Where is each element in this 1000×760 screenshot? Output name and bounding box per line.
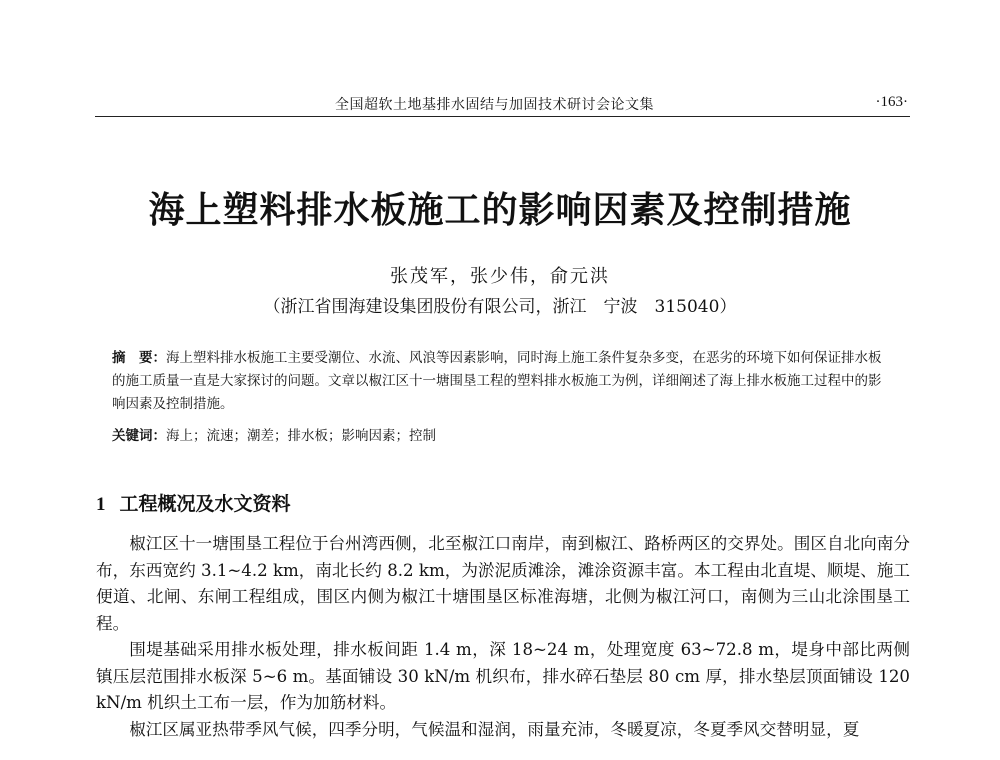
journal-title: 全国超软土地基排水固结与加固技术研讨会论文集 bbox=[335, 97, 654, 113]
page-number: ·163· bbox=[875, 94, 908, 110]
paragraph: 椒江区十一塘围垦工程位于台州湾西侧，北至椒江口南岸，南到椒江、路桥两区的交界处。围区自北向南分布，东西宽约 3.1~4.2 km，南北长约 8.2 km，为淤泥质滩涂，滩涂资源丰富。本工程由北直堤、顺堤、施工便道、北闸、东闸工程组成，围区内侧为椒江十塘围垦区标准海塘，北侧为椒江河口，南侧为三山北涂围垦工程。 bbox=[96, 534, 910, 633]
body-text bbox=[96, 531, 910, 743]
abstract bbox=[112, 347, 892, 416]
section-number: 1 bbox=[96, 494, 106, 515]
abstract-label: 摘 要： bbox=[112, 350, 166, 366]
paragraph: 椒江区属亚热带季风气候，四季分明，气候温和湿润，雨量充沛，冬暖夏凉，冬夏季风交替明显，夏 bbox=[129, 719, 860, 739]
paragraph: 围堤基础采用排水板处理，排水板间距 1.4 m，深 18~24 m，处理宽度 63~72.8 m，堤身中部比两侧镇压层范围排水板深 5~6 m。基面铺设 30 kN/m 机织布，排水碎石垫层 80 cm 厚，排水垫层顶面铺设 120 kN/m 机织土工布一层，作为加筋材料。 bbox=[96, 640, 910, 712]
authors: 张茂军，张少伟，俞元洪 bbox=[390, 266, 610, 287]
keywords-label: 关键词： bbox=[112, 428, 166, 444]
section-heading bbox=[96, 489, 291, 516]
keywords bbox=[112, 425, 892, 448]
section-title: 工程概况及水文资料 bbox=[119, 493, 291, 515]
keywords-text: 海上；流速；潮差；排水板；影响因素；控制 bbox=[166, 428, 436, 444]
paper-title: 海上塑料排水板施工的影响因素及控制措施 bbox=[148, 189, 852, 231]
running-header bbox=[95, 92, 910, 117]
abstract-text: 海上塑料排水板施工主要受潮位、水流、风浪等因素影响，同时海上施工条件复杂多变，在恶劣的环境下如何保证排水板的施工质量一直是大家探讨的问题。文章以椒江区十一塘围垦工程的塑料排水板施工为例，详细阐述了海上排水板施工过程中的影响因素及控制措施。 bbox=[112, 350, 882, 412]
affiliation: （浙江省围海建设集团股份有限公司，浙江 宁波 315040） bbox=[263, 297, 737, 317]
